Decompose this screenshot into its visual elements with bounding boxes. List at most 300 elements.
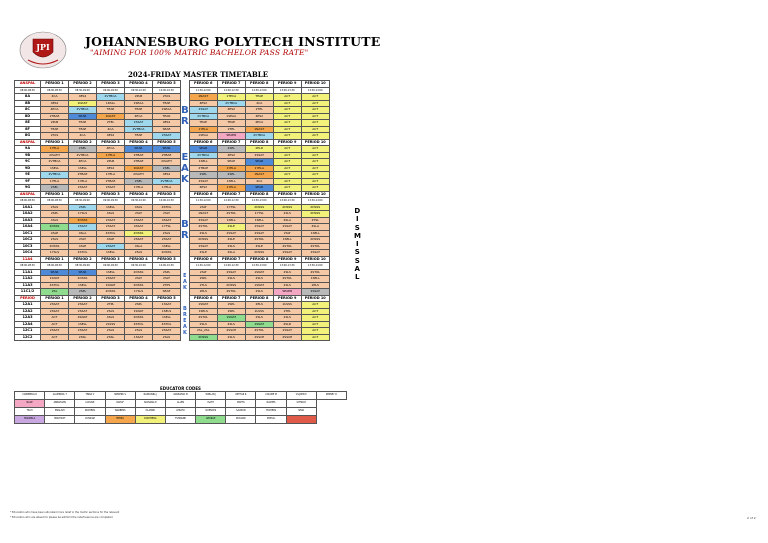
lesson-cell: 2SSL — [97, 334, 125, 341]
lesson-cell: TEAE — [153, 100, 181, 107]
lesson-cell: 2DSSS — [125, 269, 153, 276]
educator-code-cell: MRUTRUH — [45, 416, 75, 424]
lesson-cell: 1YELA — [217, 185, 245, 192]
school-motto: "AIMING FOR 100% MATRIC BACHELOR PASS RATE" — [90, 48, 309, 57]
time-label: 08:00-08:30 — [15, 198, 41, 205]
lesson-cell: 2SLS — [273, 211, 301, 218]
lesson-cell: 4SLE — [189, 250, 217, 257]
lesson-cell: 2VTBCA — [125, 126, 153, 133]
period-header-cell: PERIOD 9 — [273, 295, 301, 302]
lesson-cell: 4SLA — [273, 217, 301, 224]
educator-code-cell: SCIENCES — [196, 408, 226, 416]
educator-code-cell: LOKUGE — [75, 400, 105, 408]
lesson-cell: 1SNAT — [245, 321, 273, 328]
lesson-cell: 2SLT — [153, 276, 181, 283]
lesson-cell: 2SLS — [97, 308, 125, 315]
lesson-cell: 4STOL — [153, 321, 181, 328]
time-cell: 08:30-09:00 — [69, 263, 97, 270]
class-label: 8E — [15, 120, 41, 127]
lesson-cell: ACT — [273, 126, 301, 133]
timetable-table — [14, 80, 330, 341]
lesson-cell: 4STOL — [189, 315, 217, 322]
educator-code-cell: TBRIA V — [75, 392, 105, 400]
lesson-cell: 1YELA — [69, 178, 97, 185]
school-logo — [18, 30, 68, 70]
lesson-cell: 2PLB — [97, 159, 125, 166]
lesson-cell: ACT — [301, 172, 329, 179]
lesson-cell: 1SELL — [217, 217, 245, 224]
class-label: 10A2 — [15, 211, 41, 218]
break-column — [181, 146, 190, 192]
lesson-cell: 2SSAT — [273, 328, 301, 335]
time-row — [15, 263, 330, 270]
lesson-cell: 2SLS — [97, 328, 125, 335]
lesson-cell: ACT — [273, 146, 301, 153]
educator-code-cell: GAUERBOL T — [45, 392, 75, 400]
class-label: 10A4 — [15, 224, 41, 231]
lesson-cell: 2TEL — [97, 120, 125, 127]
lesson-cell: 2SSAT — [125, 120, 153, 127]
period-header-cell: PERIOD 3 — [97, 81, 125, 88]
time-cell: 08:30-09:00 — [69, 198, 97, 205]
dismissal-letter: D — [354, 207, 362, 215]
lesson-cell: 4STOL — [301, 243, 329, 250]
class-label: 9D — [15, 165, 41, 172]
lesson-cell: 4SLA — [125, 243, 153, 250]
lesson-cell: SEAR — [245, 159, 273, 166]
educator-code-cell — [286, 416, 316, 424]
time-row — [15, 87, 330, 94]
educator-code-cell: LERATO — [165, 408, 195, 416]
educator-code-cell — [316, 400, 346, 408]
lesson-cell: 1YELA — [125, 185, 153, 192]
lesson-cell: ACT — [301, 178, 329, 185]
lesson-cell: 2VTBCA — [245, 133, 273, 140]
footnote-1: * Educators who have been allocated more relief in the matric sections for the relevant — [10, 511, 120, 514]
lesson-cell: 2SSAT — [69, 308, 97, 315]
period-header-cell: PERIOD 2 — [69, 191, 97, 198]
educator-code-cell: ENGLISH — [45, 408, 75, 416]
lesson-cell: ACT — [273, 172, 301, 179]
lesson-cell: ACT — [273, 159, 301, 166]
lesson-cell: 2VTBCA — [69, 107, 97, 114]
class-label: 8G — [15, 133, 41, 140]
period-header-cell: PERIOD 1 — [41, 191, 69, 198]
lesson-cell: 2SPL — [69, 204, 97, 211]
period-header-label: ANSPAL — [15, 191, 41, 198]
period-header-cell: PERIOD 10 — [301, 295, 329, 302]
lesson-cell: 2TLS — [189, 282, 217, 289]
time-cell: 10:00-10:30 — [153, 263, 181, 270]
educator-code-cell: SERNEY D — [316, 392, 346, 400]
lesson-cell: 4SNAT — [69, 315, 97, 322]
break-letter: A — [182, 279, 187, 285]
class-label: 12A4 — [15, 321, 41, 328]
lesson-cell: 2DSSS — [301, 237, 329, 244]
class-label: 12C2 — [15, 334, 41, 341]
class-label: 10C1 — [15, 230, 41, 237]
lesson-cell: 2SSAT — [69, 328, 97, 335]
time-cell: 12:00-12:30 — [217, 87, 245, 94]
educator-code-cell: MAKWELA — [15, 416, 45, 424]
lesson-cell: 1SELL — [153, 315, 181, 322]
lesson-cell: 2SPL — [153, 269, 181, 276]
time-cell: 10:00-10:30 — [153, 87, 181, 94]
lesson-cell: ACT — [273, 113, 301, 120]
lesson-cell: 2SPL — [41, 211, 69, 218]
period-header-cell: PERIOD 2 — [69, 295, 97, 302]
lesson-cell: 2SLS — [245, 276, 273, 283]
lesson-cell: 1SELL — [97, 204, 125, 211]
period-header-cell: PERIOD 10 — [301, 256, 329, 263]
period-header-cell: PERIOD 7 — [217, 191, 245, 198]
lesson-cell: 4ECA — [69, 159, 97, 166]
period-header-row — [15, 256, 330, 263]
break-letter: R — [182, 312, 187, 318]
lesson-cell: 1YSLS — [125, 289, 153, 296]
lesson-cell: 2DSSS — [301, 211, 329, 218]
break-column — [181, 204, 190, 256]
timetable-title: 2024-FRIDAY MASTER TIMETABLE — [128, 70, 269, 79]
lesson-cell: 4TSL — [301, 217, 329, 224]
lesson-cell: 2SLS — [217, 276, 245, 283]
lesson-cell: 1NAST — [245, 126, 273, 133]
lesson-cell: ACT — [301, 100, 329, 107]
lesson-cell: 2TBAE — [69, 172, 97, 179]
lesson-cell: TEAE — [125, 133, 153, 140]
lesson-cell: 2SLS — [273, 269, 301, 276]
lesson-cell: 4ECA — [41, 107, 69, 114]
lesson-cell: 2SSCE — [245, 334, 273, 341]
educator-code-cell: SEAR — [286, 408, 316, 416]
educator-code-cell: TAIBLAN J — [196, 392, 226, 400]
period-header-cell: PERIOD 3 — [97, 256, 125, 263]
lesson-cell: 1YELA — [217, 165, 245, 172]
break-letter: E — [183, 318, 187, 324]
lesson-cell: 2SPL — [189, 276, 217, 283]
class-label: 8F — [15, 126, 41, 133]
lesson-cell: 2DSSS — [245, 204, 273, 211]
educator-code-cell: NAAE — [15, 400, 45, 408]
lesson-cell: 4SLS — [97, 211, 125, 218]
educator-code-cell: NIEKERK S — [105, 392, 135, 400]
lesson-cell: 2SSAT — [125, 217, 153, 224]
class-label: 11C1/2 — [15, 289, 41, 296]
period-header-cell: PERIOD 6 — [189, 295, 217, 302]
lesson-cell: 1SELS — [153, 308, 181, 315]
lesson-cell: 2SEL — [217, 172, 245, 179]
dismissal-letter: S — [354, 248, 362, 257]
lesson-cell: TEAR — [153, 113, 181, 120]
period-header-cell: PERIOD 7 — [217, 139, 245, 146]
lesson-cell: 2SSAT — [69, 185, 97, 192]
lesson-cell: 2DSSS — [217, 282, 245, 289]
educator-code-cell: SKOSANA E — [135, 400, 165, 408]
class-label: 9G — [15, 185, 41, 192]
lesson-cell: ACT — [273, 133, 301, 140]
lesson-cell: 4SLE — [245, 243, 273, 250]
lesson-cell: ACT — [301, 185, 329, 192]
lesson-cell: ACT — [301, 120, 329, 127]
lesson-cell: 2SLS — [125, 250, 153, 257]
lesson-cell: ACT — [301, 334, 329, 341]
lesson-cell: 1SNAT — [97, 282, 125, 289]
educator-code-row — [15, 408, 347, 416]
dismissal-letter: M — [354, 231, 363, 240]
lesson-cell: 4ES2 — [41, 100, 69, 107]
lesson-cell: 2TBAE — [153, 152, 181, 159]
lesson-cell: 2DSSS — [69, 276, 97, 283]
lesson-cell: 2SSAT — [189, 243, 217, 250]
class-label: 12A1 — [15, 302, 41, 309]
lesson-cell: SEAE — [153, 126, 181, 133]
break-column — [181, 269, 190, 295]
lesson-cell: 2SL_2SL — [189, 328, 217, 335]
lesson-cell: 2SSAT — [69, 224, 97, 231]
lesson-cell: 2SEL — [69, 146, 97, 153]
break-letter: A — [181, 162, 189, 174]
break-letter: E — [181, 151, 189, 163]
lesson-cell: 2SSAT — [245, 152, 273, 159]
educator-code-cell: VARZAEAR M — [165, 392, 195, 400]
period-header-cell: PERIOD 4 — [125, 81, 153, 88]
class-label: 9E — [15, 172, 41, 179]
lesson-cell: 2SLS — [273, 282, 301, 289]
educator-code-cell: WARBERS — [105, 408, 135, 416]
lesson-cell: 1SELL — [301, 230, 329, 237]
time-cell: 08:00-08:30 — [41, 263, 69, 270]
educator-code-cell: ABRAHAMS — [45, 400, 75, 408]
educator-code-cell — [316, 408, 346, 416]
class-label: 11A2 — [15, 276, 41, 283]
lesson-cell: SEAR — [69, 113, 97, 120]
educator-code-cell: SEAHERS — [75, 408, 105, 416]
lesson-cell: 2SLS — [245, 315, 273, 322]
time-cell: 12:30-13:00 — [245, 87, 273, 94]
lesson-cell: 2DSSS — [189, 237, 217, 244]
lesson-cell: 4SSAT — [125, 224, 153, 231]
lesson-cell: 2SLS — [189, 321, 217, 328]
time-cell: 08:00-08:30 — [41, 87, 69, 94]
lesson-cell: 2SEL — [153, 165, 181, 172]
period-header-cell: PERIOD 1 — [41, 256, 69, 263]
lesson-cell: 2PLS — [301, 282, 329, 289]
break-column — [181, 302, 190, 341]
lesson-cell: 2SSAT — [217, 269, 245, 276]
break-letter: K — [181, 173, 189, 185]
period-header-cell: PERIOD 5 — [153, 139, 181, 146]
lesson-cell: 1YELA — [97, 152, 125, 159]
lesson-cell: 1SELL — [69, 282, 97, 289]
dismissal-letter: S — [354, 223, 362, 232]
lesson-cell: 4ECA — [97, 146, 125, 153]
lesson-cell: 2VTBCA — [189, 113, 217, 120]
lesson-cell: 2SSAT — [245, 230, 273, 237]
lesson-cell: 4ES2 — [97, 133, 125, 140]
lesson-cell: 2SL — [41, 289, 69, 296]
lesson-cell: 2VTBCA — [153, 178, 181, 185]
break-letter: K — [182, 285, 187, 291]
lesson-cell: 1YELA — [153, 185, 181, 192]
period-header-cell: PERIOD 7 — [217, 256, 245, 263]
lesson-cell: 2LSSS — [273, 302, 301, 309]
lesson-cell: TEAE — [69, 126, 97, 133]
lesson-cell: 2TAS — [153, 94, 181, 101]
lesson-cell: 1YELA — [41, 146, 69, 153]
lesson-cell: 1YELA — [97, 172, 125, 179]
educator-code-cell: RASHES — [256, 400, 286, 408]
lesson-cell: 2SLT — [125, 276, 153, 283]
class-label: 8C — [15, 107, 41, 114]
lesson-cell: 1NAST — [189, 211, 217, 218]
lesson-cell: 4ECA — [245, 120, 273, 127]
educator-code-cell — [316, 416, 346, 424]
time-cell: 13:00-13:30 — [273, 87, 301, 94]
school-name: JOHANNESBURG POLYTECH INSTITUTE — [85, 34, 381, 49]
lesson-cell: 1RSLL — [97, 100, 125, 107]
class-label: 11A3 — [15, 282, 41, 289]
lesson-cell: 4SLE — [97, 237, 125, 244]
period-header-cell: PERIOD 6 — [189, 191, 217, 198]
lesson-cell: 2SLS — [189, 230, 217, 237]
break-letter: R — [181, 116, 189, 128]
educator-code-cell: NASEANRA J — [135, 392, 165, 400]
lesson-cell: 2SPL — [69, 289, 97, 296]
lesson-cell: 4SLA — [217, 250, 245, 257]
lesson-cell: 1SNAT — [217, 315, 245, 322]
lesson-cell: SEAR — [189, 146, 217, 153]
lesson-cell: 2SSAT — [189, 107, 217, 114]
time-cell: 09:30-10:00 — [125, 263, 153, 270]
lesson-cell: 2ISATH — [125, 172, 153, 179]
lesson-cell: 1SELL — [273, 237, 301, 244]
lesson-cell: 2TBAE — [97, 178, 125, 185]
lesson-cell: 2DSSS — [153, 250, 181, 257]
period-header-cell: PERIOD 1 — [41, 81, 69, 88]
educator-code-cell: TSHWANE — [165, 416, 195, 424]
time-cell: 13:30-14:00 — [301, 87, 329, 94]
class-label: 9C — [15, 159, 41, 166]
lesson-cell: 2ELD — [245, 146, 273, 153]
time-cell: 13:30-14:00 — [301, 263, 329, 270]
lesson-cell: 1SELL — [301, 276, 329, 283]
period-header-cell: PERIOD 6 — [189, 139, 217, 146]
lesson-cell: 2DSSS — [273, 204, 301, 211]
lesson-cell: 1SNAT — [125, 308, 153, 315]
educator-code-cell: ISATH — [196, 400, 226, 408]
period-header-cell: PERIOD 3 — [97, 295, 125, 302]
class-label: 9A — [15, 146, 41, 153]
lesson-cell: 4CA — [245, 178, 273, 185]
time-cell: 09:00-09:30 — [97, 263, 125, 270]
time-row — [15, 198, 330, 205]
lesson-cell: 2SSAT — [97, 276, 125, 283]
time-cell: 10:00-10:30 — [153, 198, 181, 205]
period-header-cell: PERIOD 10 — [301, 191, 329, 198]
lesson-cell: 1SNAT — [41, 276, 69, 283]
lesson-cell: 4SLS — [97, 315, 125, 322]
lesson-cell: 4SLE — [217, 237, 245, 244]
lesson-cell: 1YTSL — [153, 224, 181, 231]
lesson-cell: 2SSAT — [97, 217, 125, 224]
lesson-cell: 4CA — [97, 126, 125, 133]
lesson-cell: 2SLS — [217, 334, 245, 341]
period-header-cell: PERIOD 5 — [153, 81, 181, 88]
educator-code-row — [15, 392, 347, 400]
period-header-cell: PERIOD 8 — [245, 295, 273, 302]
break-letter: A — [182, 324, 187, 330]
lesson-cell: 1YSLS — [69, 211, 97, 218]
time-cell: 09:00-09:30 — [97, 87, 125, 94]
period-header-label: ANSPAL — [15, 81, 41, 88]
period-header-cell: PERIOD 9 — [273, 81, 301, 88]
lesson-cell: 2VTBCA — [97, 94, 125, 101]
lesson-cell: ACT — [273, 100, 301, 107]
period-header-cell: PERIOD 7 — [217, 81, 245, 88]
lesson-cell: 4ES2 — [69, 94, 97, 101]
period-header-cell: PERIOD 4 — [125, 139, 153, 146]
educator-codes — [14, 386, 347, 424]
lesson-cell: 2SSAT — [69, 302, 97, 309]
lesson-cell: 2SSCE — [273, 334, 301, 341]
lesson-cell: 1SSAT — [125, 334, 153, 341]
time-cell: 12:00-12:30 — [217, 198, 245, 205]
lesson-cell: ACT — [273, 185, 301, 192]
dismissal-letter: S — [354, 256, 362, 265]
lesson-cell: 1SEAA — [125, 100, 153, 107]
period-header-cell: PERIOD 8 — [245, 191, 273, 198]
lesson-cell: 2TPL — [97, 302, 125, 309]
class-label: 12C1 — [15, 328, 41, 335]
educator-code-cell: TEAH — [15, 408, 45, 416]
lesson-cell: 2SLE — [217, 224, 245, 231]
lesson-cell: 2ELS — [245, 302, 273, 309]
lesson-cell: 1NAST — [125, 165, 153, 172]
lesson-cell: 1NAST — [189, 94, 217, 101]
lesson-cell: 2VTBCA — [189, 152, 217, 159]
class-row — [15, 334, 330, 341]
lesson-cell: 4ES2 — [217, 107, 245, 114]
lesson-cell: 2TBAE — [125, 152, 153, 159]
lesson-cell: 1SNAT — [245, 282, 273, 289]
lesson-cell: 2SSAT — [41, 308, 69, 315]
lesson-cell: SEAE — [153, 289, 181, 296]
footnote-2: * Educators who are absent to please be ashhmd the relief lessons are completed — [10, 516, 113, 519]
lesson-cell: 4STOL — [125, 321, 153, 328]
educator-code-cell: SALMON — [226, 408, 256, 416]
lesson-cell: ACT — [273, 165, 301, 172]
lesson-cell: 2DSSS — [41, 224, 69, 231]
lesson-cell: 2SLS — [217, 243, 245, 250]
educator-code-cell: SITHOLE — [286, 400, 316, 408]
lesson-cell: ACT — [41, 334, 69, 341]
lesson-cell: 1YTSL — [217, 204, 245, 211]
educator-code-row — [15, 400, 347, 408]
lesson-cell: 2SLS — [41, 237, 69, 244]
period-header-cell: PERIOD 2 — [69, 81, 97, 88]
period-header-cell: PERIOD 5 — [153, 295, 181, 302]
lesson-cell: 2DSSS — [125, 282, 153, 289]
period-header-cell: PERIOD 9 — [273, 256, 301, 263]
time-cell: 11:30-12:00 — [189, 87, 217, 94]
period-header-cell: PERIOD 2 — [69, 139, 97, 146]
class-label: 9F — [15, 178, 41, 185]
lesson-cell: 2DSSS — [69, 217, 97, 224]
lesson-cell: ACT — [301, 328, 329, 335]
lesson-cell: 1SELL — [69, 165, 97, 172]
lesson-cell: ACT — [301, 107, 329, 114]
period-header-cell: PERIOD 8 — [245, 256, 273, 263]
